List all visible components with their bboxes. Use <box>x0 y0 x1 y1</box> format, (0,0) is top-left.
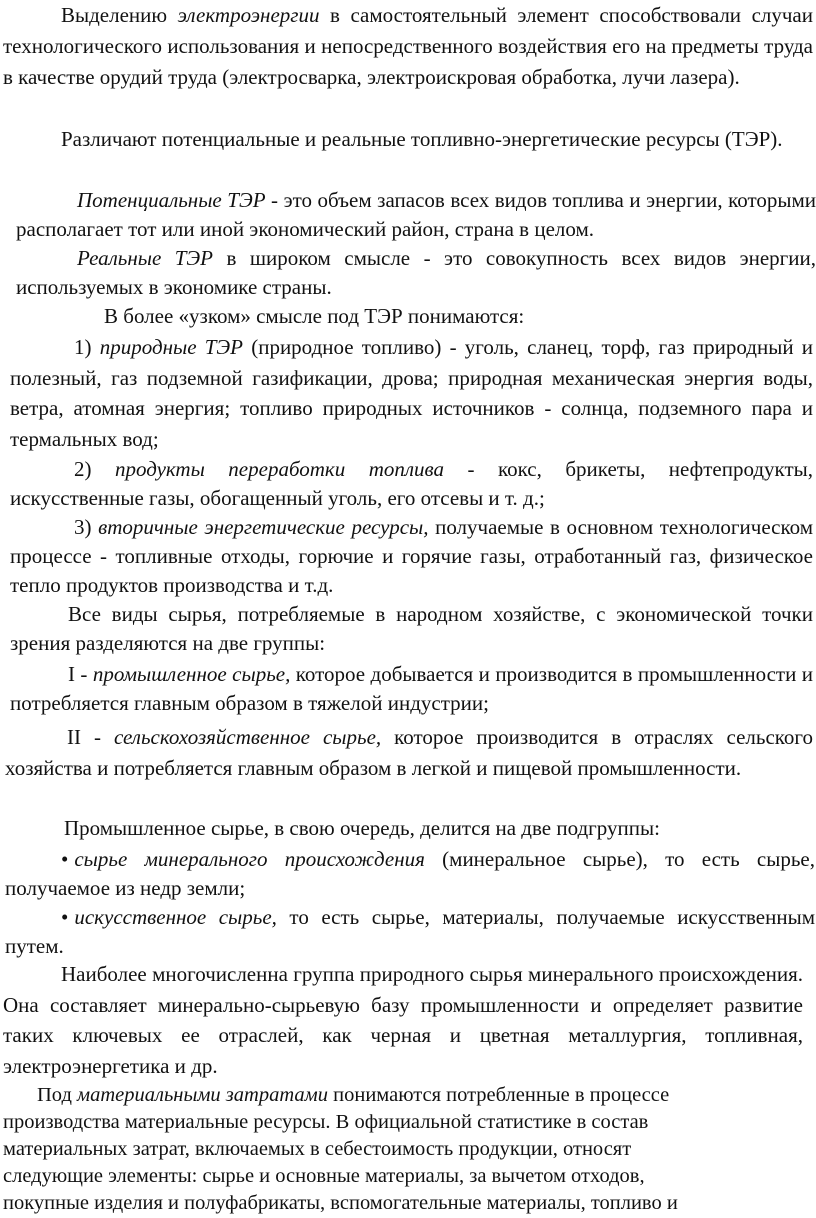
bullet-icon: • <box>61 847 69 871</box>
paragraph-industrial-subgroups: Промышленное сырье, в свою очередь, делится на две подгруппы: <box>64 816 660 840</box>
list-item-secondary-resources: 3) вторичные энергетические ресурсы, получаемые в основном технологическом процессе - топливные отходы, горючие и горячие газы, отработанный газ, физическое тепло продуктов производства и т.д. <box>10 515 814 597</box>
emphasis-term: природные ТЭР <box>99 335 243 359</box>
list-item-fuel-products: 2) продукты переработки топлива - кокс, брикеты, нефтепродукты, искусственные газы, обогащенный уголь, его отсевы и т. д.; <box>10 457 814 510</box>
emphasis-term: вторичные энергетические ресурсы, <box>98 515 429 539</box>
group-number: II - <box>67 725 101 749</box>
bullet-icon: • <box>61 905 69 929</box>
paragraph-ter-types: Различают потенциальные и реальные топливно-энергетические ресурсы (ТЭР). <box>61 127 783 151</box>
list-item-natural-ter: 1) природные ТЭР (природное топливо) - уголь, сланец, торф, газ природный и полезный, газ подземной газификации, дрова; природная механическая энергия воды, ветра, атомная энергия; топливо природных источников - солнца, подземного пара и термальных вод; <box>10 335 814 451</box>
emphasis-term: сырье минерального происхождения <box>74 847 425 871</box>
bullet-mineral-raw: • сырье минерального происхождения (минеральное сырье), то есть сырье, получаемое из недр земли; <box>5 847 815 900</box>
emphasis-term: продукты переработки топлива <box>115 457 445 481</box>
group-industrial-raw: I - промышленное сырье, которое добывается и производится в промышленности и потребляется главным образом в тяжелой индустрии; <box>10 662 813 715</box>
text-line: производства материальные ресурсы. В официальной статистике в состав <box>3 1111 649 1133</box>
paragraph-mineral-group: Наиболее многочисленна группа природного сырья минерального происхождения. Она составляет минерально-сырьевую базу промышленности и определяет развитие таких ключевых ее отраслей, как черная и цветная металлургия, топливная, электроэнергетика и др. <box>3 962 803 1078</box>
emphasis-term: электроэнергии <box>177 3 320 27</box>
paragraph-real-ter: Реальные ТЭР в широком смысле - это совокупность всех видов энергии, используемых в экономике страны. <box>16 246 816 299</box>
text-line: следующие элементы: сырье и основные материалы, за вычетом отходов, <box>3 1165 645 1187</box>
group-number: I - <box>68 662 88 686</box>
emphasis-term: Реальные ТЭР <box>77 246 214 270</box>
emphasis-term: искусственное сырье, <box>74 905 277 929</box>
emphasis-term: сельскохозяйственное сырье, <box>113 725 382 749</box>
paragraph-potential-ter: Потенциальные ТЭР - это объем запасов всех видов топлива и энергии, которыми располагает тот или иной экономический район, страна в целом. <box>16 188 816 241</box>
paragraph-material-costs <box>3 1082 813 1217</box>
list-number: 3) <box>74 515 92 539</box>
emphasis-term: промышленное сырье, <box>92 662 291 686</box>
text-line: покупные изделия и полуфабрикаты, вспомогательные материалы, топливо и <box>3 1192 678 1214</box>
emphasis-term: Потенциальные ТЭР <box>77 188 266 212</box>
list-number: 1) <box>74 335 92 359</box>
paragraph-narrow-sense: В более «узком» смысле под ТЭР понимаются: <box>104 304 525 328</box>
bullet-artificial-raw: • искусственное сырье, то есть сырье, материалы, получаемые искусственным путем. <box>5 905 815 958</box>
emphasis-term: материальными затратами <box>77 1084 328 1106</box>
text-line: Под материальными затратами понимаются потребленные в процессе <box>37 1084 670 1106</box>
group-agricultural-raw: II - сельскохозяйственное сырье, которое производится в отраслях сельского хозяйства и потребляется главным образом в легкой и пищевой промышленности. <box>5 725 813 780</box>
text-line: материальных затрат, включаемых в себестоимость продукции, относят <box>3 1138 632 1160</box>
list-number: 2) <box>74 457 92 481</box>
paragraph-raw-materials: Все виды сырья, потребляемые в народном хозяйстве, с экономической точки зрения разделяются на две группы: <box>10 602 813 655</box>
paragraph-electricity: Выделению электроэнергии в самостоятельный элемент способствовали случаи технологического использования и непосредственного воздействия его на предметы труда в качестве орудий труда (электросварка, электроискровая обработка, лучи лазера). <box>3 3 813 89</box>
